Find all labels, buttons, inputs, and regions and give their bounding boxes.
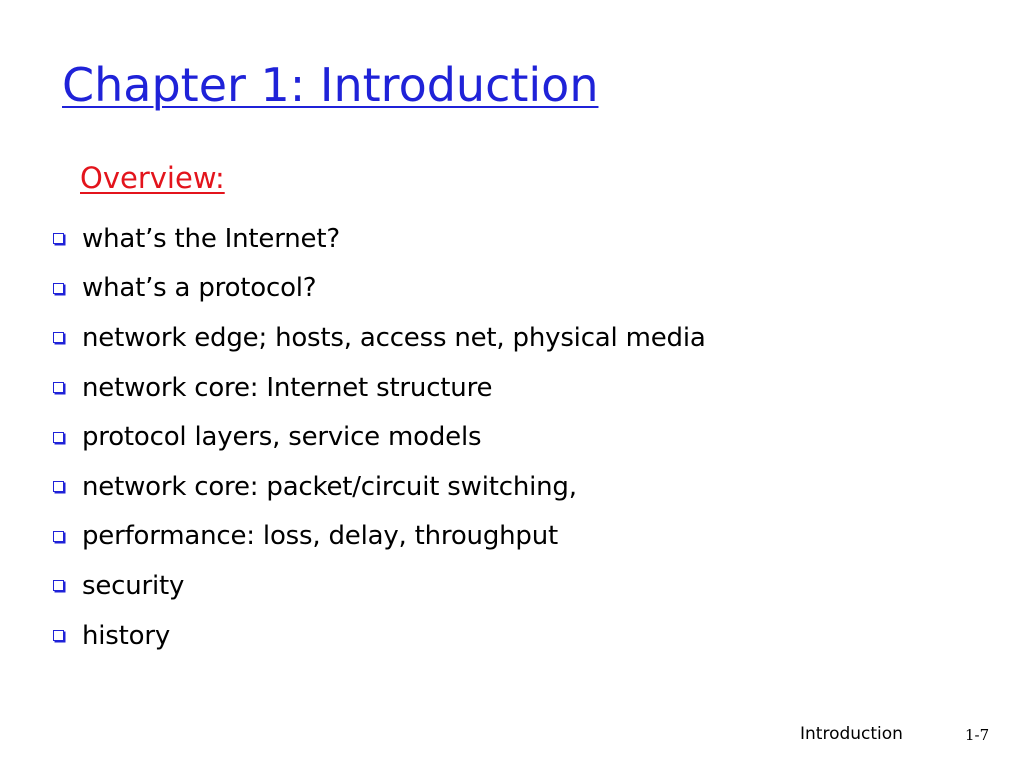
square-bullet-icon — [53, 382, 64, 393]
square-bullet-icon — [53, 630, 64, 641]
bullet-text: history — [82, 620, 171, 651]
list-item — [53, 512, 706, 562]
bullet-text: what’s the Internet? — [82, 223, 340, 254]
square-bullet-icon — [53, 233, 64, 244]
list-item — [53, 313, 706, 363]
bullet-text: what’s a protocol? — [82, 273, 317, 304]
list-item — [53, 264, 706, 314]
list-item — [53, 611, 706, 661]
bullet-text: network edge; hosts, access net, physical media — [82, 322, 706, 353]
footer-section-label: Introduction — [800, 724, 903, 744]
bullet-text: performance: loss, delay, throughput — [82, 521, 558, 552]
list-item — [53, 561, 706, 611]
slide-title: Chapter 1: Introduction — [62, 58, 599, 112]
bullet-list — [53, 214, 706, 660]
square-bullet-icon — [53, 531, 64, 542]
square-bullet-icon — [53, 432, 64, 443]
page-number: 1-7 — [965, 726, 990, 744]
slide-subtitle: Overview: — [80, 161, 225, 195]
square-bullet-icon — [53, 481, 64, 492]
list-item — [53, 214, 706, 264]
list-item — [53, 412, 706, 462]
list-item — [53, 363, 706, 413]
bullet-text: network core: Internet structure — [82, 372, 493, 403]
bullet-text: network core: packet/circuit switching, — [82, 471, 577, 502]
bullet-text: protocol layers, service models — [82, 422, 482, 453]
list-item — [53, 462, 706, 512]
square-bullet-icon — [53, 332, 64, 343]
square-bullet-icon — [53, 580, 64, 591]
square-bullet-icon — [53, 283, 64, 294]
bullet-text: security — [82, 570, 185, 601]
